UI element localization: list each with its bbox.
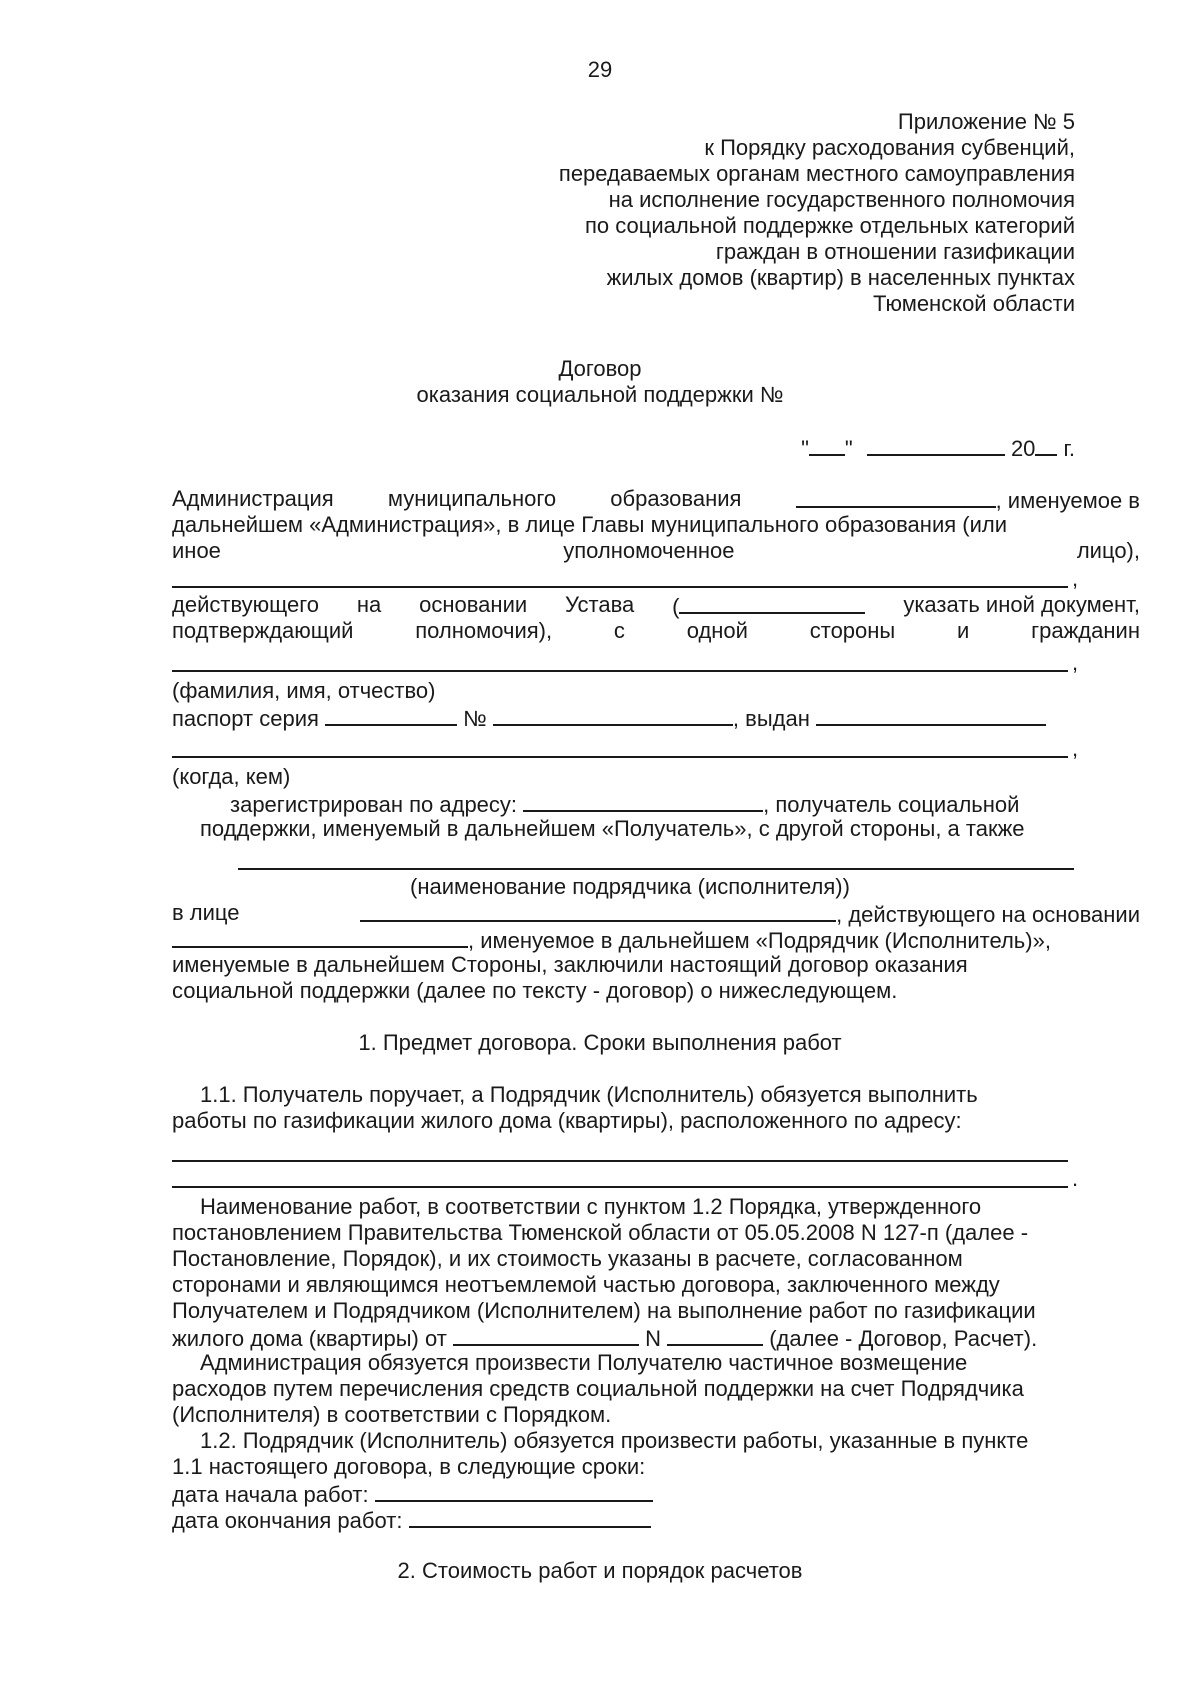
registered-line: зарегистрирован по адресу: , получатель социальной bbox=[230, 792, 1020, 817]
end-date-line: дата окончания работ: bbox=[172, 1506, 651, 1534]
intro-line-3: иное уполномоченное лицо), bbox=[172, 538, 1140, 563]
passport-number-blank[interactable] bbox=[493, 704, 733, 726]
appendix-line: Тюменской области bbox=[872, 291, 1075, 316]
intro-line-5: действующего на основании Устава ( указать иной документ, bbox=[172, 592, 1140, 619]
contract-number-blank[interactable] bbox=[667, 1324, 763, 1346]
municipality-blank[interactable] bbox=[796, 486, 996, 508]
passport-series-blank[interactable] bbox=[325, 704, 457, 726]
fio-caption: (фамилия, имя, отчество) bbox=[172, 678, 436, 703]
representative-blank[interactable] bbox=[172, 586, 1068, 588]
intro-line-6: подтверждающий полномочия), с одной стороны и гражданин bbox=[172, 618, 1140, 643]
admin-line-2: расходов путем перечисления средств социальной поддержки на счет Подрядчика bbox=[172, 1376, 1024, 1401]
date-line: " " 20 г. bbox=[801, 436, 1075, 461]
passport-line: паспорт серия № , выдан bbox=[172, 704, 1046, 732]
p11-line-1: 1.1. Получатель поручает, а Подрядчик (Исполнитель) обязуется выполнить bbox=[200, 1082, 978, 1107]
admin-line-3: (Исполнителя) в соответствии с Порядком. bbox=[172, 1402, 612, 1427]
appendix-line: к Порядку расходования субвенций, bbox=[704, 135, 1075, 160]
p11-line-2: работы по газификации жилого дома (квартиры), расположенного по адресу: bbox=[172, 1108, 962, 1133]
contract-date-blank[interactable] bbox=[453, 1324, 639, 1346]
section1-heading: 1. Предмет договора. Сроки выполнения работ bbox=[358, 1030, 842, 1055]
month-blank[interactable] bbox=[867, 434, 1005, 456]
address-blank[interactable] bbox=[523, 790, 763, 812]
citizen-name-blank[interactable] bbox=[172, 670, 1068, 672]
basis-blank[interactable] bbox=[172, 926, 468, 948]
works-line-4: сторонами и являющимся неотъемлемой частью договора, заключенного между bbox=[172, 1272, 1000, 1297]
works-line-1: Наименование работ, в соответствии с пунктом 1.2 Порядка, утвержденного bbox=[200, 1194, 982, 1219]
works-line-2: постановлением Правительства Тюменской области от 05.05.2008 N 127-п (далее - bbox=[172, 1220, 1029, 1245]
start-date-blank[interactable] bbox=[375, 1480, 653, 1502]
appendix-line: Приложение № 5 bbox=[897, 109, 1075, 134]
p12-line-2: 1.1 настоящего договора, в следующие сроки: bbox=[172, 1454, 646, 1479]
page-number: 29 bbox=[587, 57, 613, 82]
contract-subtitle: оказания социальной поддержки № bbox=[416, 382, 784, 407]
appendix-line: по социальной поддержке отдельных категорий bbox=[584, 213, 1075, 238]
passport-issued-blank[interactable] bbox=[816, 704, 1046, 726]
contractor-caption: (наименование подрядчика (исполнителя)) bbox=[410, 874, 850, 899]
end-date-blank[interactable] bbox=[409, 1506, 651, 1528]
document-blank[interactable] bbox=[679, 592, 865, 614]
contractor-name-blank[interactable] bbox=[238, 868, 1074, 870]
when-whom-caption: (когда, кем) bbox=[172, 764, 291, 789]
appendix-line: граждан в отношении газификации bbox=[715, 239, 1075, 264]
section2-heading: 2. Стоимость работ и порядок расчетов bbox=[397, 1558, 803, 1583]
day-blank[interactable] bbox=[809, 434, 845, 456]
intro-line-1: Администрация муниципального образования , именуемое в bbox=[172, 486, 1140, 513]
issued-by-blank[interactable] bbox=[172, 756, 1068, 758]
parties-line-2: социальной поддержки (далее по тексту - договор) о нижеследующем. bbox=[172, 978, 898, 1003]
works-line-5: Получателем и Подрядчиком (Исполнителем) на выполнение работ по газификации bbox=[172, 1298, 1036, 1323]
appendix-line: передаваемых органам местного самоуправления bbox=[558, 161, 1075, 186]
start-date-line: дата начала работ: bbox=[172, 1480, 653, 1508]
works-line-3: Постановление, Порядок), и их стоимость указаны в расчете, согласованном bbox=[172, 1246, 963, 1271]
object-address-blank-2[interactable] bbox=[172, 1186, 1068, 1188]
named-contractor-line: , именуемое в дальнейшем «Подрядчик (Исполнитель)», bbox=[172, 926, 1051, 954]
object-address-blank-1[interactable] bbox=[172, 1160, 1068, 1162]
year-blank[interactable] bbox=[1035, 434, 1057, 456]
contractor-rep-blank[interactable] bbox=[360, 900, 836, 922]
appendix-line: жилых домов (квартир) в населенных пунктах bbox=[606, 265, 1075, 290]
document-page: 29 Приложение № 5 к Порядку расходования субвенций, передаваемых органам местного самоуправления на исполнение государственного полномочия по социальной поддержке отдельных категорий граждан в отношении газификации жилых домов (квартир) в населенных пунктах Тюменской области Договор оказания социальной поддержки № " " 20 г. Администрация муниципального образования , именуемое в дальнейшем «Администрация», в лице Главы муниципального образования (или иное уполномоченное лицо), , действующего на основании Устава ( указать иной документ, подтверждающий полномочия), с одной стороны и гражданин , (фамилия, имя, отчество) паспорт серия № , выдан , (когда, кем) зарегистрирован по адресу: , получатель социальной поддержки, именуемый в дальнейшем «Получатель», с другой стороны, а также (наименование подрядчика (исполнителя)) в лице , действующего на основании , именуемое в дальнейшем «Подрядчик (Исполнитель)», именуемые в дальнейшем Стороны, заключили настоящий договор оказания социальной поддержки (далее по тексту - договор) о нижеследующем. 1. Предмет договора. Сроки выполнения работ 1.1. Получатель поручает, а Подрядчик (Исполнитель) обязуется выполнить работы по газификации жилого дома (квартиры), расположенного по адресу: . Наименование работ, в соответствии с пунктом 1.2 Порядка, утвержденного постановлением Правительства Тюменской области от 05.05.2008 N 127-п (далее - Постановление, Порядок), и их стоимость указаны в расчете, согласованном сторонами и являющимся неотъемлемой частью договора, заключенного между Получателем и Подрядчиком (Исполнителем) на выполнение работ по газификации жилого дома (квартиры) от N (далее - Договор, Расчет). Администрация обязуется произвести Получателю частичное возмещение расходов путем перечисления средств социальной поддержки на счет Подрядчика (Исполнителя) в соответствии с Порядком. 1.2. Подрядчик (Исполнитель) обязуется произвести работы, указанные в пункте 1.1 настоящего договора, в следующие сроки: дата начала работ: дата окончания работ: 2. Стоимость работ и порядок расчетов bbox=[0, 0, 1200, 1697]
p12-line-1: 1.2. Подрядчик (Исполнитель) обязуется произвести работы, указанные в пункте bbox=[200, 1428, 1029, 1453]
appendix-line: на исполнение государственного полномочия bbox=[608, 187, 1075, 212]
works-line-6: жилого дома (квартиры) от N (далее - Договор, Расчет). bbox=[172, 1326, 1038, 1351]
admin-line-1: Администрация обязуется произвести Получателю частичное возмещение bbox=[200, 1350, 968, 1375]
in-person-line: в лице , действующего на основании bbox=[172, 900, 1140, 927]
contract-title: Договор bbox=[558, 356, 642, 381]
parties-line-1: именуемые в дальнейшем Стороны, заключили настоящий договор оказания bbox=[172, 952, 968, 977]
intro-line-2: дальнейшем «Администрация», в лице Главы муниципального образования (или bbox=[172, 512, 1008, 537]
recipient-line: поддержки, именуемый в дальнейшем «Получатель», с другой стороны, а также bbox=[200, 816, 1025, 841]
